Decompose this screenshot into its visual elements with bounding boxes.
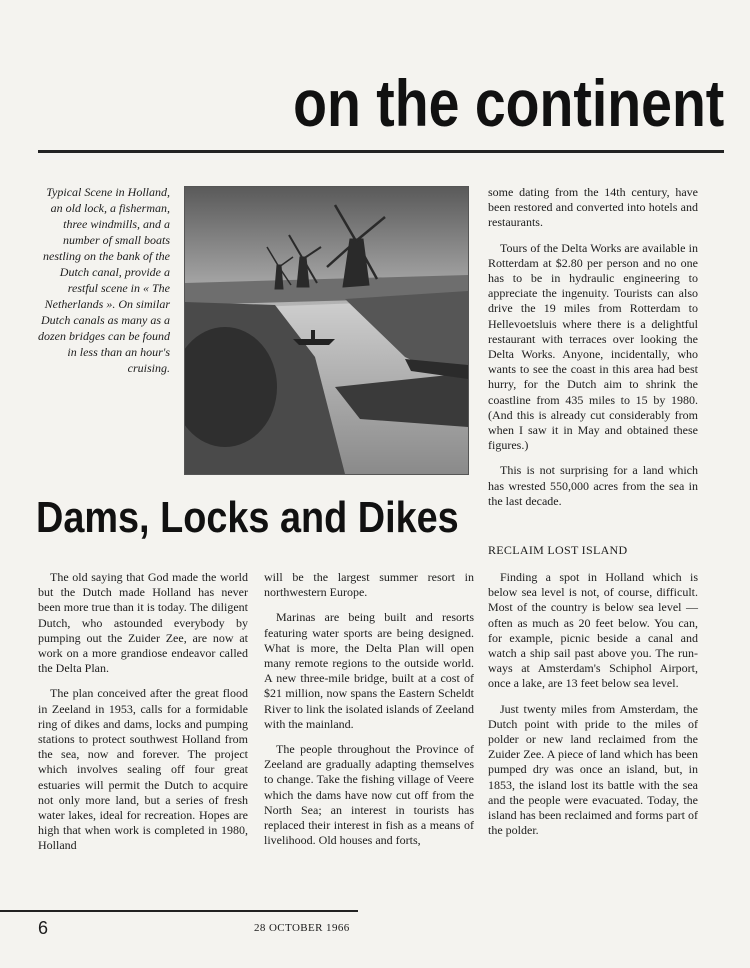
footer-rule bbox=[0, 910, 358, 912]
paragraph: Finding a spot in Holland which is below sea level is not, of course, difficult. Most of the country is below sea level — often as much as 20 feet below. You can, for example, picnic beside a canal and watch a ship sail past above you. The run-ways at Amsterdam's Schiphol Airport, once a lake, are 13 feet below sea level. bbox=[488, 570, 698, 691]
article-continuation-column bbox=[488, 185, 698, 519]
section-subheading: RECLAIM LOST ISLAND bbox=[488, 543, 628, 557]
article-column-3 bbox=[488, 543, 698, 848]
paragraph: The people throughout the Province of Zeeland are gradually adapting themselves to change. Take the fishing village of Veere which the dams have now cut off from the North Sea; an interest in tourists has replaced their interest in fish as a means of livelihood. Old houses and forts, bbox=[264, 742, 474, 848]
page-number: 6 bbox=[38, 918, 49, 938]
photo-caption: Typical Scene in Holland, an old lock, a fisherman, three windmills, and a number of small boats nestling on the bank of the Dutch canal, provide a restful scene in « The Netherlands ». On similar Dutch canals as many as a dozen bridges can be found in less than an hour's cruising. bbox=[38, 185, 170, 375]
page-headline: on the continent bbox=[292, 66, 724, 140]
paragraph: The plan conceived after the great flood in Zeeland in 1953, calls for a formidable ring of dikes and dams, locks and pumping stations to protect southwest Holland from the sea, now and forever. The project which involves sealing off four great estuaries will permit the Dutch to acquire not only more land, but a series of fresh water lakes, ideal for recreation. Hopes are high that when work is completed in 1980, Holland bbox=[38, 686, 248, 853]
paragraph: will be the largest summer resort in northwestern Europe. bbox=[264, 570, 474, 600]
paragraph: Just twenty miles from Amsterdam, the Dutch point with pride to the miles of polder or new land reclaimed from the Zuider Zee. A piece of land which has been pumped dry was once an island, but, in 1853, the island lost its battle with the sea and the people were evacuated. Today, the island has been reclaimed and forms part of the polder. bbox=[488, 701, 698, 838]
article-column-2 bbox=[264, 570, 474, 858]
article-column-1 bbox=[38, 570, 248, 864]
paragraph: some dating from the 14th century, have been restored and converted into hotels and restaurants. bbox=[488, 185, 698, 230]
windmill-canal-photo bbox=[184, 186, 469, 475]
paragraph: The old saying that God made the world but the Dutch made Holland has never been more true than it is today. The diligent Dutch, who astounded everybody by pumping out the Zuider Zee, are now at work on a more grandiose endeavor called the Delta Plan. bbox=[38, 570, 248, 676]
paragraph: Tours of the Delta Works are available in Rotterdam at $2.80 per person and no one has to be in hydraulic engineering to appreciate the ingenuity. Tourists can also drive the 19 miles from Rotterdam to Hellevoetsluis where there is a delightful restaurant with terraces over looking the Delta Works. Anyone, incidentally, who wants to see the coast in this area had best hurry, for the Dutch aim to shrink the coastline from 435 miles to 15 by 1980. (And this is already cut considerably from when I saw it in May and obtained these figures.) bbox=[488, 240, 698, 453]
paragraph: Marinas are being built and resorts featuring water sports are being designed. What is more, the Delta Plan will open many remote regions to the outside world. A new three-mile bridge, built at a cost of $21 million, now spans the Eastern Scheldt River to link the isolated islands of Zeeland with the mainland. bbox=[264, 610, 474, 731]
article-title: Dams, Locks and Dikes bbox=[36, 493, 459, 542]
issue-date: 28 OCTOBER 1966 bbox=[254, 922, 350, 934]
headline-rule bbox=[38, 150, 724, 153]
paragraph: This is not surprising for a land which has wrested 550,000 acres from the sea in the last decade. bbox=[488, 463, 698, 508]
